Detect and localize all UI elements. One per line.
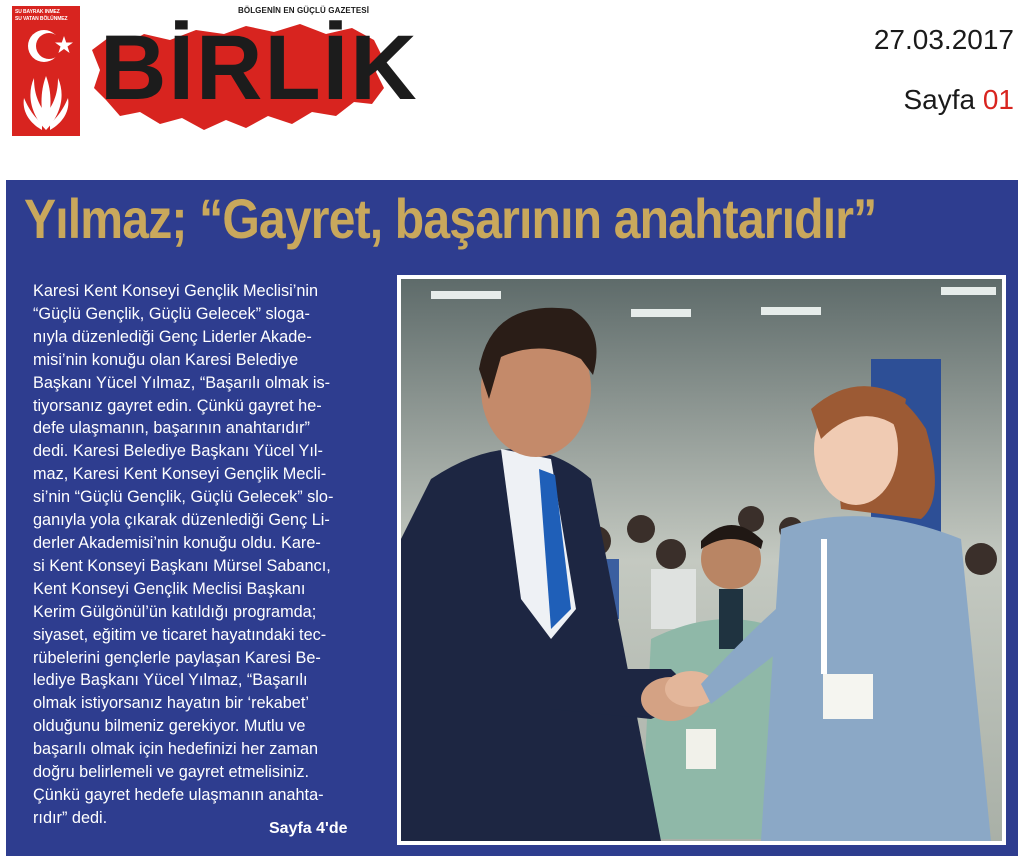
body-line: si’nin “Güçlü Gençlik, Güçlü Gelecek” slo- xyxy=(33,488,334,507)
body-line: lediye Başkanı Yücel Yılmaz, “Başarılı xyxy=(33,671,308,690)
article-body xyxy=(33,280,388,830)
newspaper-name: BİRLİK xyxy=(100,17,419,119)
body-line: dedi. Karesi Belediye Başkanı Yücel Yıl- xyxy=(33,442,323,461)
body-line: maz, Karesi Kent Konseyi Gençlik Mecli- xyxy=(33,465,327,484)
body-line: derler Akademisi’nin konuğu oldu. Kare- xyxy=(33,533,321,552)
body-line: Karesi Kent Konseyi Gençlik Meclisi’nin xyxy=(33,282,319,300)
flag-caption-1: SU BAYRAK INMEZ xyxy=(15,9,60,15)
article-headline: Yılmaz; “Gayret, başarının anahtarıdır” xyxy=(24,187,877,250)
newspaper-slogan: BÖLGENİN EN GÜÇLÜ GAZETESİ xyxy=(238,6,370,15)
body-line: olduğunu bilmeniz gerekiyor. Mutlu ve xyxy=(33,717,306,736)
body-line: Kent Konseyi Gençlik Meclisi Başkanı xyxy=(33,579,306,598)
body-line: Çünkü gayret hedefe ulaşmanın anahta- xyxy=(33,785,324,804)
body-line: rıdır” dedi. xyxy=(33,808,108,827)
body-line: siyaset, eğitim ve ticaret hayatındaki tec- xyxy=(33,625,327,644)
flag-logo xyxy=(12,6,80,136)
continued-reference: Sayfa 4'de xyxy=(269,820,348,837)
body-line: misi’nin konuğu olan Karesi Belediye xyxy=(33,350,299,369)
body-line: si Kent Konseyi Başkanı Mürsel Sabancı, xyxy=(33,556,331,575)
article-photo xyxy=(397,275,1006,845)
page-label: Sayfa xyxy=(903,84,976,115)
flag-caption-2: SU VATAN BÖLÜNMEZ xyxy=(15,16,68,22)
article-panel xyxy=(6,180,1018,856)
crescent-star-icon xyxy=(12,6,80,136)
body-line: rübelerini gençlerle paylaşan Karesi Be- xyxy=(33,648,321,667)
page-number: 01 xyxy=(982,84,1014,115)
body-line: Kerim Gülgönül’ün katıldığı programda; xyxy=(33,602,317,621)
body-line: başarılı olmak için hedefinizi her zaman xyxy=(33,740,319,759)
page-reference xyxy=(903,84,1014,116)
body-line: doğru belirlemeli ve gayret etmelisiniz. xyxy=(33,763,309,782)
body-line: defe ulaşmanın, başarının anahtarıdır” xyxy=(33,419,310,438)
body-line: Başkanı Yücel Yılmaz, “Başarılı olmak is- xyxy=(33,373,331,392)
handshake-photo xyxy=(401,279,1002,841)
issue-date: 27.03.2017 xyxy=(873,24,1014,55)
flame-icon xyxy=(24,76,69,130)
body-line: tiyorsanız gayret edin. Çünkü gayret he- xyxy=(33,396,322,415)
body-line: nıyla düzenlediği Genç Liderler Akade- xyxy=(33,327,312,346)
body-line: ganıyla yola çıkarak düzenlediği Genç Li- xyxy=(33,511,330,530)
body-line: olmak istiyorsanız hayatın bir ‘rekabet’ xyxy=(33,694,309,713)
body-line: “Güçlü Gençlik, Güçlü Gelecek” sloga- xyxy=(33,304,310,323)
